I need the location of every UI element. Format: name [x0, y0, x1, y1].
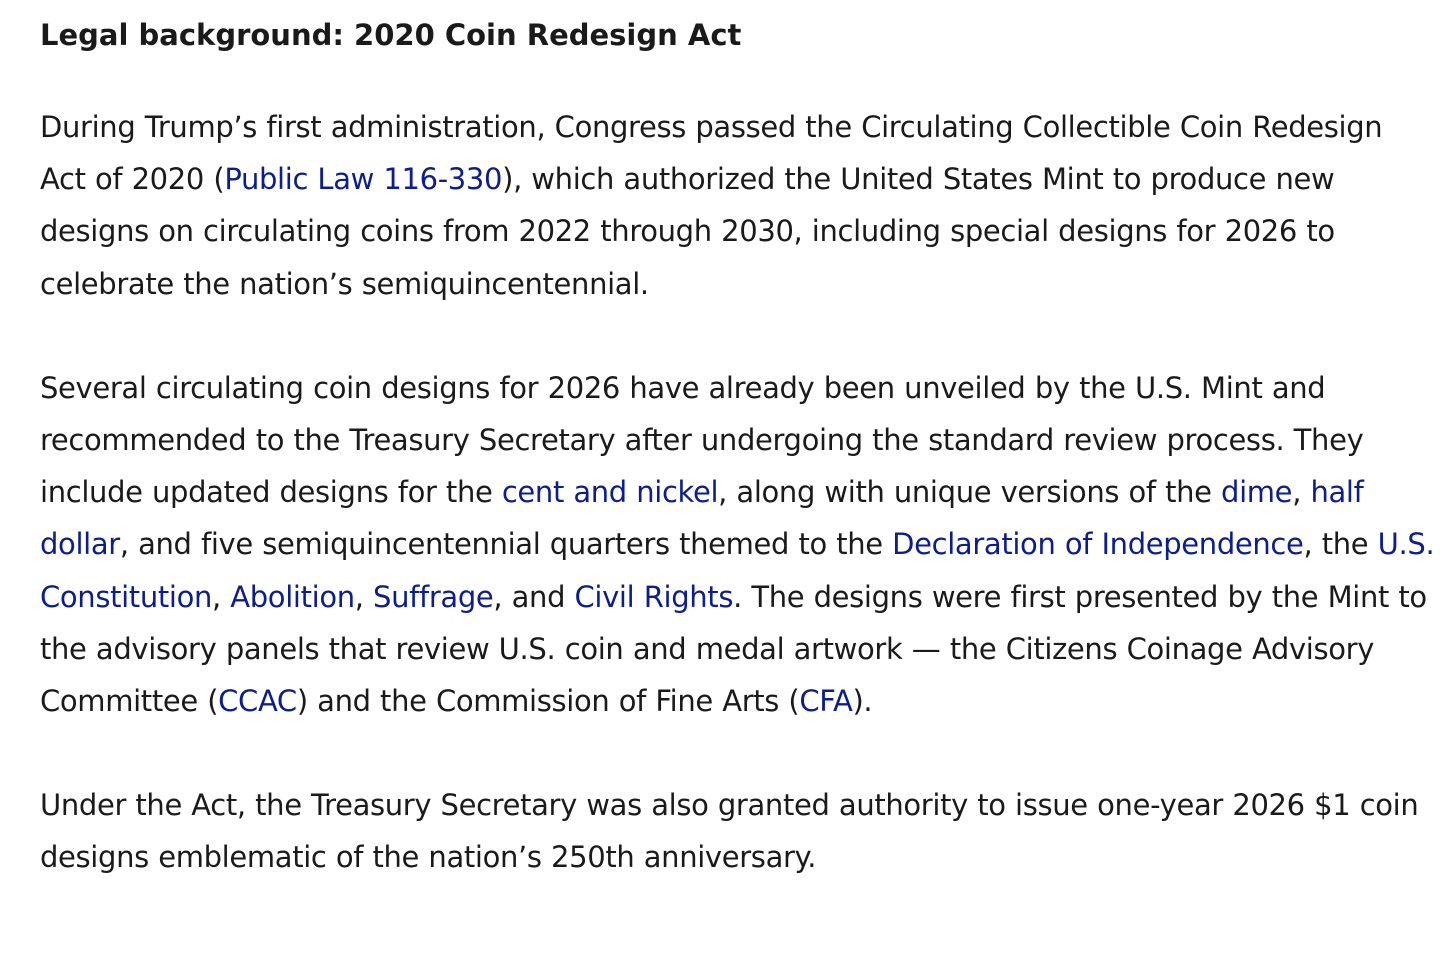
- paragraph-text: ).: [852, 684, 873, 719]
- link-abolition[interactable]: Abolition: [230, 579, 355, 614]
- paragraph-text: , and five semiquincentennial quarters themed to the: [119, 527, 893, 562]
- paragraph-coin-designs: [40, 362, 1436, 727]
- paragraph-text: ,: [1292, 475, 1311, 510]
- paragraph-text: ,: [354, 579, 374, 614]
- link-ccac[interactable]: CCAC: [218, 684, 297, 719]
- paragraph-one-dollar-coin: [40, 779, 1436, 883]
- link-us-constitution[interactable]: U.S. Constitution: [40, 527, 1435, 614]
- paragraph-text: During Trump’s first administration, Congress passed the Circulating Collectible Coin Redesign Act of 2020 (: [40, 110, 1383, 197]
- link-declaration-of-independence[interactable]: Declaration of Independence: [892, 527, 1304, 562]
- paragraph-text: ) and the Commission of Fine Arts (: [296, 684, 800, 719]
- paragraph-text: ,: [212, 579, 231, 614]
- link-public-law[interactable]: Public Law 116-330: [224, 162, 503, 197]
- paragraph-redesign-act: [40, 101, 1436, 310]
- paragraph-text: Under the Act, the Treasury Secretary was also granted authority to issue one-year 2026 $1 coin designs emblematic of the nation’s 250th anniversary.: [40, 788, 1419, 875]
- paragraph-text: , the: [1303, 527, 1378, 562]
- section-heading: Legal background: 2020 Coin Redesign Act: [40, 18, 742, 52]
- link-cfa[interactable]: CFA: [799, 684, 853, 719]
- link-suffrage[interactable]: Suffrage: [373, 579, 494, 614]
- paragraph-text: . The designs were first presented by the Mint to the advisory panels that review U.S. coin and medal artwork — the Citizens Coinage Advisory Committee (: [40, 579, 1427, 719]
- paragraph-text: , along with unique versions of the: [718, 475, 1222, 510]
- link-civil-rights[interactable]: Civil Rights: [574, 579, 734, 614]
- paragraph-text: ), which authorized the United States Mint to produce new designs on circulating coins from 2022 through 2030, including special designs for 2026 to celebrate the nation’s semiquincentennial.: [40, 162, 1335, 301]
- paragraph-text: Several circulating coin designs for 2026 have already been unveiled by the U.S. Mint and recommended to the Treasury Secretary after undergoing the standard review process. They include updated designs for the: [40, 370, 1364, 510]
- link-half-dollar[interactable]: half dollar: [40, 475, 1364, 562]
- link-cent-and-nickel[interactable]: cent and nickel: [501, 475, 719, 510]
- link-dime[interactable]: dime: [1221, 475, 1293, 510]
- paragraph-text: , and: [493, 579, 575, 614]
